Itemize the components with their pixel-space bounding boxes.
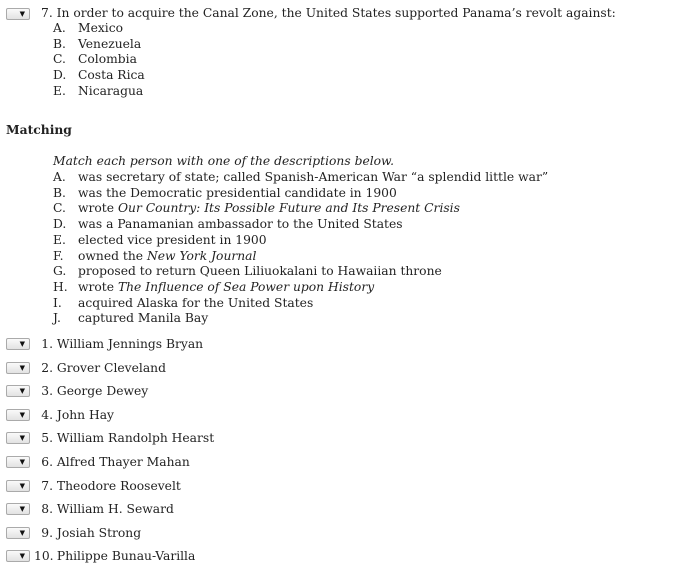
- item-number: 6.: [41, 455, 53, 469]
- item-number: 5.: [41, 431, 53, 446]
- answer-option: [53, 68, 145, 84]
- description-text: [78, 264, 442, 280]
- person-name: Alfred Thayer Mahan: [56, 455, 190, 469]
- option-letter: C.: [53, 52, 66, 67]
- description-item: [53, 170, 548, 186]
- person-name: George Dewey: [56, 384, 149, 399]
- matching-descriptions: [53, 170, 548, 327]
- description-letter: J.: [53, 311, 61, 326]
- chevron-down-icon: ▼: [19, 481, 25, 490]
- matching-item-label: [34, 548, 194, 564]
- description-item: [53, 233, 548, 249]
- description-item: [53, 186, 548, 202]
- chevron-down-icon: ▼: [19, 340, 25, 348]
- matching-item-label: [34, 336, 204, 352]
- matching-item-label: [34, 501, 194, 517]
- description-letter: D.: [53, 217, 67, 232]
- description-plain: captured Manila Bay: [78, 311, 209, 326]
- answer-select[interactable]: [6, 362, 30, 374]
- person-name: Theodore Roosevelt: [56, 478, 181, 493]
- chevron-down-icon: ▼: [19, 10, 25, 18]
- item-number: 4.: [41, 407, 53, 422]
- option-letter: E.: [53, 83, 66, 98]
- answer-option: [53, 52, 145, 68]
- description-title: Our Country: Its Possible Future and Its Present Crisis: [117, 201, 460, 216]
- description-plain: proposed to return Queen Liliuokalani to Hawaiian throne: [78, 264, 442, 279]
- option-letter: D.: [53, 68, 67, 83]
- chevron-down-icon: ▼: [19, 552, 25, 561]
- answer-select-q7[interactable]: [6, 8, 30, 20]
- description-letter: F.: [53, 248, 64, 263]
- description-text: [78, 217, 403, 233]
- answer-select[interactable]: [6, 432, 30, 444]
- answer-select[interactable]: [6, 480, 30, 492]
- person-name: John Hay: [56, 407, 115, 422]
- option-text: Costa Rica: [78, 68, 145, 83]
- matching-item-label: [34, 383, 194, 399]
- chevron-down-icon: ▼: [19, 505, 25, 514]
- matching-item-label: [34, 454, 194, 470]
- person-name: Josiah Strong: [56, 525, 142, 540]
- person-name: William Jennings Bryan: [56, 337, 204, 351]
- answer-option: [53, 37, 145, 53]
- question-7-options: [53, 21, 145, 100]
- matching-instructions: Match each person with one of the descriptions below.: [53, 154, 395, 168]
- description-plain: wrote: [78, 201, 118, 216]
- description-item: [53, 201, 548, 217]
- item-number: 2.: [41, 360, 53, 375]
- matching-item-label: [34, 360, 194, 376]
- description-letter: B.: [53, 185, 66, 200]
- description-plain: owned the: [78, 248, 147, 263]
- chevron-down-icon: ▼: [19, 410, 25, 419]
- option-text: Mexico: [78, 21, 124, 35]
- description-title: New York Journal: [146, 248, 257, 263]
- description-item: [53, 311, 548, 327]
- chevron-down-icon: ▼: [19, 434, 25, 443]
- matching-item-label: [34, 478, 194, 494]
- option-letter: A.: [53, 21, 66, 35]
- matching-item-label: [34, 407, 194, 423]
- person-name: William H. Seward: [56, 502, 174, 517]
- chevron-down-icon: ▼: [19, 387, 25, 396]
- description-item: [53, 296, 548, 312]
- item-number: 10.: [34, 549, 54, 564]
- description-title: The Influence of Sea Power upon History: [117, 279, 375, 294]
- description-letter: G.: [53, 264, 67, 279]
- chevron-down-icon: ▼: [19, 528, 25, 537]
- answer-option: [53, 84, 145, 100]
- description-plain: was a Panamanian ambassador to the United States: [78, 217, 403, 232]
- description-letter: E.: [53, 232, 66, 247]
- item-number: 3.: [41, 384, 53, 399]
- matching-item-label: [34, 525, 194, 541]
- chevron-down-icon: ▼: [19, 458, 25, 466]
- description-text: [78, 186, 397, 202]
- answer-select[interactable]: [6, 409, 30, 421]
- item-number: 9.: [41, 525, 53, 540]
- option-text: Colombia: [78, 52, 137, 67]
- description-plain: was the Democratic presidential candidate in 1900: [78, 185, 397, 200]
- description-item: [53, 280, 548, 296]
- description-item: [53, 249, 548, 265]
- description-text: [78, 296, 313, 312]
- description-plain: elected vice president in 1900: [78, 232, 267, 247]
- description-plain: wrote: [78, 279, 118, 294]
- answer-select[interactable]: [6, 550, 30, 562]
- person-name: William Randolph Hearst: [56, 431, 215, 446]
- description-plain: acquired Alaska for the United States: [78, 295, 314, 310]
- description-letter: C.: [53, 201, 66, 216]
- item-number: 7.: [41, 478, 53, 493]
- option-text: Venezuela: [78, 36, 142, 51]
- option-text: Nicaragua: [78, 83, 144, 98]
- description-letter: H.: [53, 279, 68, 294]
- description-item: [53, 264, 548, 280]
- answer-select[interactable]: [6, 385, 30, 397]
- question-7-text: 7. In order to acquire the Canal Zone, the United States supported Panama’s revolt against:: [41, 6, 616, 20]
- person-name: Philippe Bunau-Varilla: [56, 549, 196, 564]
- chevron-down-icon: ▼: [19, 363, 25, 372]
- answer-select[interactable]: [6, 527, 30, 539]
- answer-select[interactable]: [6, 456, 30, 468]
- description-text: [78, 311, 208, 327]
- description-text: [78, 201, 460, 217]
- description-item: [53, 217, 548, 233]
- section-heading: Matching: [6, 122, 72, 137]
- description-text: [78, 233, 267, 249]
- item-number: 1.: [41, 337, 53, 351]
- item-number: 8.: [41, 502, 53, 517]
- description-text: [78, 249, 256, 265]
- description-letter: I.: [53, 295, 62, 310]
- description-letter: A.: [53, 170, 66, 184]
- description-text: [78, 280, 374, 296]
- option-letter: B.: [53, 36, 66, 51]
- answer-option: [53, 21, 145, 37]
- description-text: [78, 170, 548, 186]
- answer-select[interactable]: [6, 503, 30, 515]
- person-name: Grover Cleveland: [56, 360, 166, 375]
- answer-select[interactable]: [6, 338, 30, 350]
- description-plain: was secretary of state; called Spanish-American War “a splendid little war”: [78, 170, 549, 184]
- matching-item-label: [34, 430, 215, 446]
